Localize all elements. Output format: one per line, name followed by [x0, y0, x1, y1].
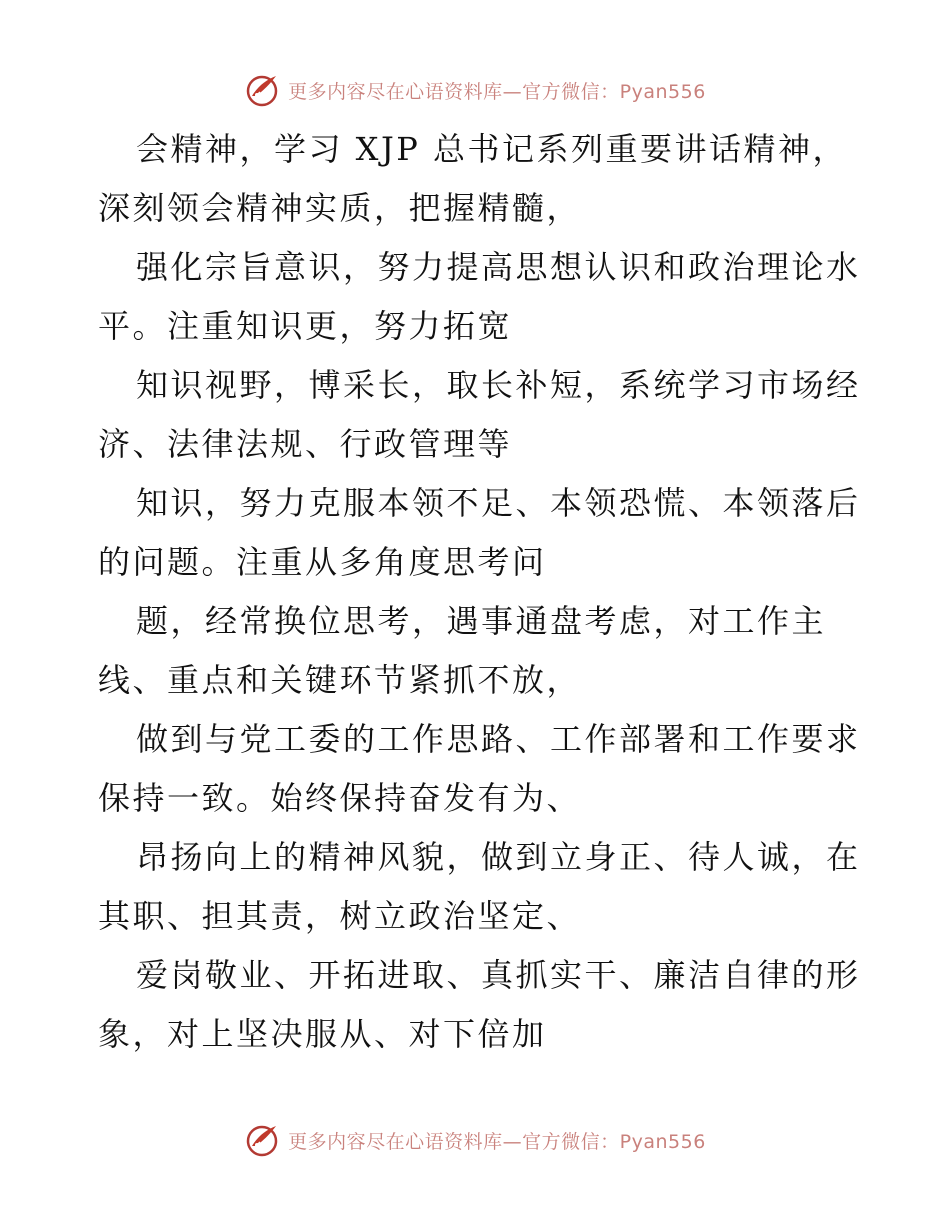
paragraph-line: 强化宗旨意识，努力提高思想认识和政治理论水: [136, 248, 861, 286]
paragraph: [98, 120, 858, 238]
paragraph-line: 昂扬向上的精神风貌，做到立身正、待人诚，在: [136, 838, 861, 876]
paragraph: [98, 238, 861, 356]
paragraph-line: 爱岗敬业、开拓进取、真抓实干、廉洁自律的形: [136, 956, 861, 994]
footer-banner-text: 更多内容尽在心语资料库—官方微信：Pyan556: [288, 1130, 706, 1153]
paragraph-line: 深刻领会精神实质，把握精髓，: [98, 189, 582, 227]
paragraph: [98, 710, 861, 828]
paragraph: [98, 828, 861, 946]
paragraph-line: 其职、担其责，树立政治坚定、: [98, 897, 582, 935]
paragraph-line: 知识，努力克服本领不足、本领恐慌、本领落后: [136, 484, 861, 522]
paragraph: [98, 946, 861, 1064]
paragraph-line: 会精神，学习 XJP 总书记系列重要讲话精神，: [136, 130, 847, 168]
footer-banner: [0, 1120, 950, 1160]
paragraph-line: 线、重点和关键环节紧抓不放，: [98, 661, 582, 699]
paragraph-line: 保持一致。始终保持奋发有为、: [98, 779, 582, 817]
paragraph-line: 知识视野，博采长，取长补短，系统学习市场经: [136, 366, 861, 404]
paragraph: [98, 356, 861, 474]
paragraph: [98, 592, 858, 710]
document-body: [98, 120, 861, 1064]
quill-pen-logo-icon: [244, 1122, 280, 1158]
header-banner-text: 更多内容尽在心语资料库—官方微信：Pyan556: [288, 80, 706, 103]
paragraph-line: 平。注重知识更，努力拓宽: [98, 307, 513, 345]
paragraph: [98, 474, 861, 592]
paragraph-line: 象，对上坚决服从、对下倍加: [98, 1015, 547, 1053]
quill-pen-logo-icon: [244, 72, 280, 108]
header-banner: [0, 70, 950, 110]
paragraph-line: 济、法律法规、行政管理等: [98, 425, 513, 463]
paragraph-line: 做到与党工委的工作思路、工作部署和工作要求: [136, 720, 861, 758]
paragraph-line: 的问题。注重从多角度思考问: [98, 543, 547, 581]
paragraph-line: 题，经常换位思考，遇事通盘考虑，对工作主: [136, 602, 827, 640]
